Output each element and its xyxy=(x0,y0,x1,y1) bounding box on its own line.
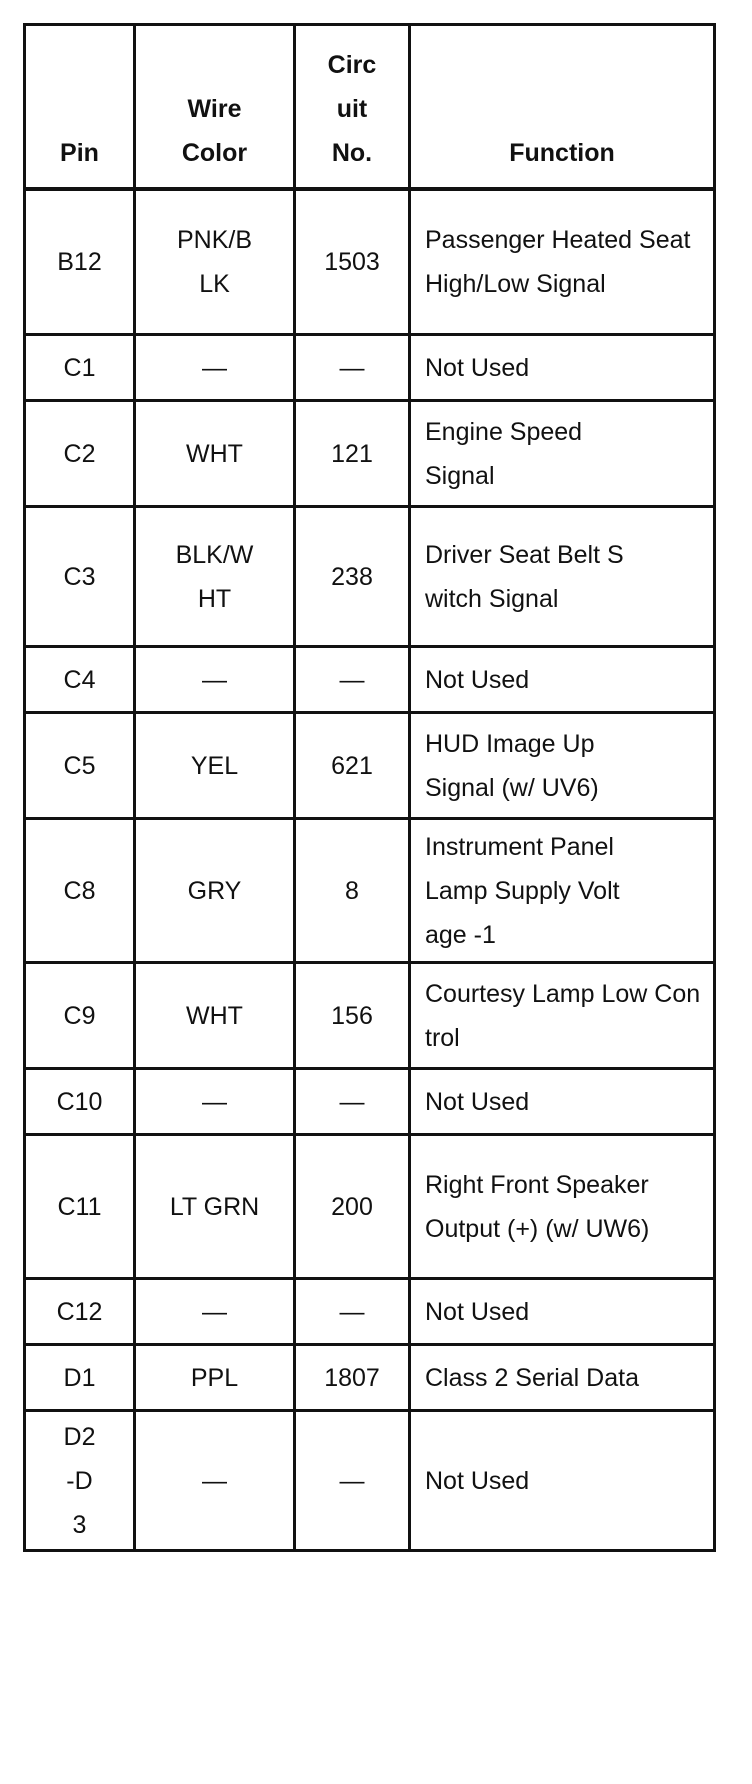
function-cell: Not Used xyxy=(410,647,715,713)
circuit-cell: — xyxy=(295,335,410,401)
table-row xyxy=(25,1279,715,1345)
pin-text: D2-D3 xyxy=(63,1422,96,1539)
circuit-cell: — xyxy=(295,1279,410,1345)
column-header-wire-color xyxy=(135,25,295,189)
wire-color-cell xyxy=(135,507,295,647)
pin-cell: C2 xyxy=(25,401,135,507)
circuit-cell: — xyxy=(295,1069,410,1135)
wire-color-cell: WHT xyxy=(135,963,295,1069)
circuit-cell: 238 xyxy=(295,507,410,647)
wire-color-cell: PPL xyxy=(135,1345,295,1411)
circuit-cell: 121 xyxy=(295,401,410,507)
wire-color-cell: — xyxy=(135,1279,295,1345)
circuit-cell: 200 xyxy=(295,1135,410,1279)
column-header-circuit-no xyxy=(295,25,410,189)
function-cell xyxy=(410,507,715,647)
function-cell: Not Used xyxy=(410,1069,715,1135)
pin-cell: C5 xyxy=(25,713,135,819)
function-cell: Not Used xyxy=(410,1411,715,1551)
wire-color-cell: WHT xyxy=(135,401,295,507)
function-cell xyxy=(410,819,715,963)
table-row xyxy=(25,335,715,401)
table-row xyxy=(25,401,715,507)
function-cell xyxy=(410,713,715,819)
function-cell: Courtesy Lamp Low Control xyxy=(410,963,715,1069)
table-row xyxy=(25,1411,715,1551)
function-text: Engine Speed Signal xyxy=(425,417,583,490)
circuit-cell: — xyxy=(295,647,410,713)
wire-color-header-label: Wire Color xyxy=(181,94,248,167)
table-row xyxy=(25,713,715,819)
function-cell xyxy=(410,401,715,507)
function-text: Right Front Speaker Output (+) (w/ UW6) xyxy=(425,1170,650,1243)
table-row xyxy=(25,189,715,335)
pin-cell: C10 xyxy=(25,1069,135,1135)
circuit-cell: — xyxy=(295,1411,410,1551)
table-header xyxy=(25,25,715,189)
wire-color-cell xyxy=(135,189,295,335)
function-cell xyxy=(410,1135,715,1279)
wire-color-text: BLK/WHT xyxy=(175,540,254,613)
table-row xyxy=(25,1069,715,1135)
table-row xyxy=(25,1345,715,1411)
wire-color-cell: GRY xyxy=(135,819,295,963)
circuit-cell: 1503 xyxy=(295,189,410,335)
table-row xyxy=(25,819,715,963)
connector-pinout-table xyxy=(23,23,716,1552)
circuit-no-header-label: Circuit No. xyxy=(327,50,377,167)
circuit-cell: 156 xyxy=(295,963,410,1069)
function-text: HUD Image Up Signal (w/ UV6) xyxy=(425,729,599,802)
wire-color-cell: — xyxy=(135,335,295,401)
wire-color-text: PNK/BLK xyxy=(176,225,253,298)
pin-cell: C3 xyxy=(25,507,135,647)
column-header-function: Function xyxy=(410,25,715,189)
pin-cell: C11 xyxy=(25,1135,135,1279)
table-row xyxy=(25,507,715,647)
function-text: Instrument Panel Lamp Supply Voltage -1 xyxy=(425,832,620,949)
wire-color-cell: — xyxy=(135,1411,295,1551)
table-row xyxy=(25,1135,715,1279)
column-header-pin: Pin xyxy=(25,25,135,189)
pin-cell: C12 xyxy=(25,1279,135,1345)
circuit-cell: 621 xyxy=(295,713,410,819)
function-text: Driver Seat Belt Switch Signal xyxy=(425,540,624,613)
table-row xyxy=(25,647,715,713)
circuit-cell: 1807 xyxy=(295,1345,410,1411)
table-row xyxy=(25,963,715,1069)
function-cell: Class 2 Serial Data xyxy=(410,1345,715,1411)
function-cell: Not Used xyxy=(410,1279,715,1345)
wire-color-cell: LT GRN xyxy=(135,1135,295,1279)
pin-cell: C1 xyxy=(25,335,135,401)
pin-cell: B12 xyxy=(25,189,135,335)
wire-color-cell: YEL xyxy=(135,713,295,819)
function-cell: Not Used xyxy=(410,335,715,401)
pin-cell: C9 xyxy=(25,963,135,1069)
circuit-cell: 8 xyxy=(295,819,410,963)
pin-cell: C4 xyxy=(25,647,135,713)
pin-cell xyxy=(25,1411,135,1551)
wire-color-cell: — xyxy=(135,647,295,713)
pin-cell: C8 xyxy=(25,819,135,963)
wire-color-cell: — xyxy=(135,1069,295,1135)
function-cell: Passenger Heated Seat High/Low Signal xyxy=(410,189,715,335)
pin-cell: D1 xyxy=(25,1345,135,1411)
